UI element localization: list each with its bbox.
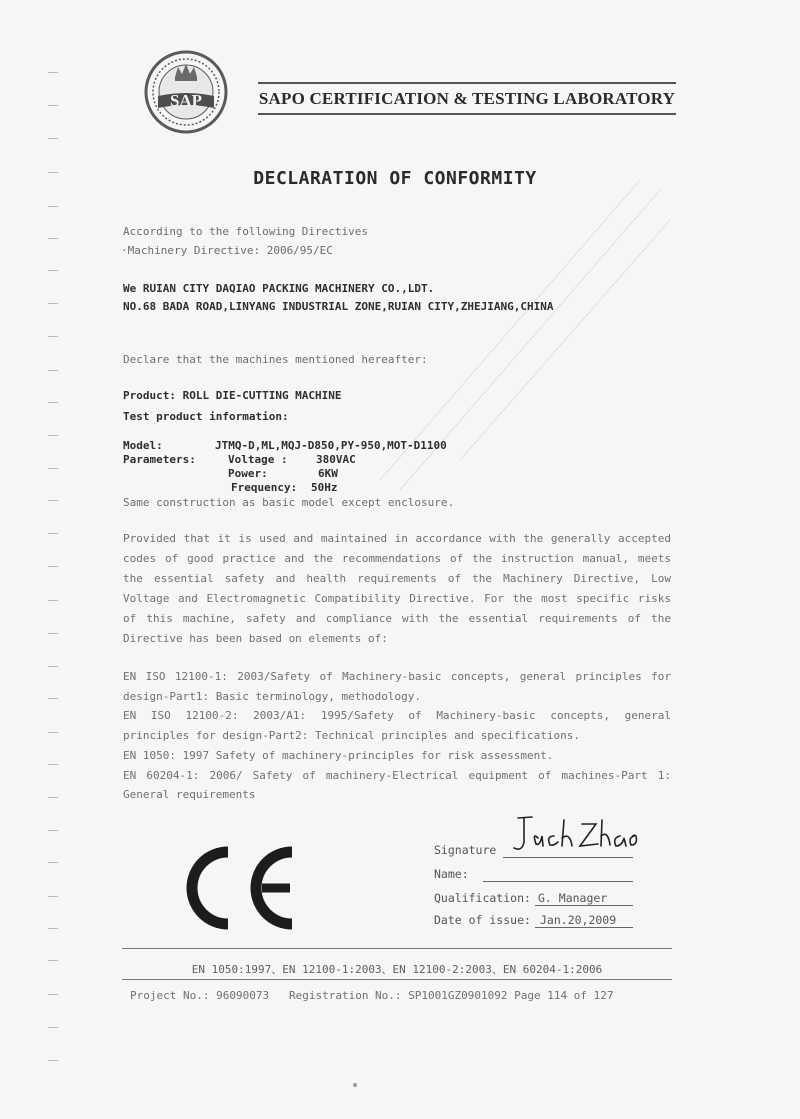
power-value: 6KW: [318, 467, 338, 480]
test-info-label: Test product information:: [123, 410, 289, 423]
model-value: JTMQ-D,ML,MQJ-D850,PY-950,MOT-D1100: [215, 439, 447, 452]
sap-logo: [144, 50, 228, 134]
provided-paragraph: Provided that it is used and maintained in accordance with the generally accepted codes of good practice and the recommendations of the instruction manual, meets the essential safety and health requirements of the Machinery Directive, Low Voltage and Electromagnetic Compatibility Directive. For the most specific risks of this machine, safety and compliance with the essential requirements of the Directive has been based on elements of:: [123, 532, 671, 645]
frequency-value: 50Hz: [311, 481, 338, 494]
document-title: DECLARATION OF CONFORMITY: [253, 168, 537, 189]
date-line: [535, 927, 633, 928]
footer-registration: [130, 989, 614, 1002]
project-label: Project No.:: [130, 989, 210, 1002]
page-number: Page 114 of 127: [514, 989, 614, 1002]
power-label: Power:: [228, 467, 268, 480]
handwritten-signature: [512, 810, 642, 858]
qualification-line: [535, 905, 633, 906]
signature-label: Signature: [434, 843, 497, 857]
model-label: Model:: [123, 439, 163, 452]
ce-mark: [180, 842, 300, 932]
standards-list: EN ISO 12100-1: 2003/Safety of Machinery-basic concepts, general principles for design-Part1: Basic terminology, methodology. EN ISO 12100-2: 2003/A1: 1995/Safety of Machinery-basic concepts, general principles for design-Part2: Technical principles and specifications. EN 1050: 1997 Safety of machinery-principles for risk assessment. EN 60204-1: 2006/ Safety of machinery-Electrical equipment of machines-Part 1: General requirements: [123, 670, 671, 802]
voltage-value: 380VAC: [316, 453, 356, 466]
product-line: Product: ROLL DIE-CUTTING MACHINE: [123, 389, 342, 402]
project-value: 96090073: [216, 989, 270, 1002]
frequency-label: Frequency:: [231, 481, 298, 494]
punch-mark: [353, 1083, 357, 1087]
signature-line: [503, 857, 633, 858]
voltage-label: Voltage :: [228, 453, 288, 466]
qualification-label: Qualification:: [434, 891, 531, 905]
declare-text: Declare that the machines mentioned hereafter:: [123, 353, 428, 366]
footer-rule-top: [122, 948, 672, 949]
date-value: Jan.20,2009: [540, 913, 617, 927]
construction-note: Same construction as basic model except enclosure.: [123, 496, 455, 509]
lab-rule-bottom: [258, 113, 676, 115]
lab-name: SAPO CERTIFICATION & TESTING LABORATORY: [258, 89, 676, 108]
name-line: [483, 881, 633, 882]
logo-text: SAP: [169, 91, 203, 110]
registration-label: Registration No.:: [288, 989, 402, 1002]
directives-intro: According to the following Directives: [123, 225, 369, 238]
date-label: Date of issue:: [434, 913, 531, 927]
footer-rule-bottom: [122, 979, 672, 980]
manufacturer-name: We RUIAN CITY DAQIAO PACKING MACHINERY CO.,LDT.: [123, 282, 435, 295]
lab-rule-top: [258, 82, 676, 84]
qualification-value: G. Manager: [538, 891, 608, 905]
name-label: Name:: [434, 867, 469, 881]
manufacturer-address: NO.68 BADA ROAD,LINYANG INDUSTRIAL ZONE,RUIAN CITY,ZHEJIANG,CHINA: [123, 300, 554, 313]
directive-item: ·Machinery Directive: 2006/95/EC: [121, 244, 333, 257]
parameters-label: Parameters:: [123, 453, 196, 466]
registration-value: SP1001GZ0901092: [408, 989, 508, 1002]
footer-standards: EN 1050:1997、EN 12100-1:2003、EN 12100-2:2003、EN 60204-1:2006: [191, 963, 603, 976]
